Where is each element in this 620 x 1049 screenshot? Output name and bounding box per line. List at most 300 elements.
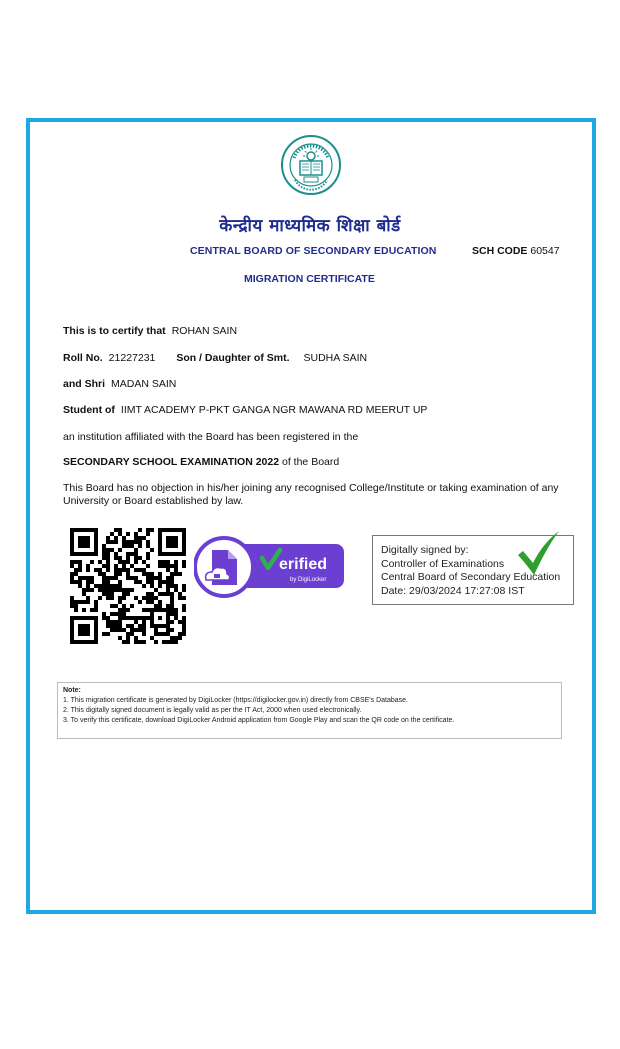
qr-code[interactable]	[70, 528, 186, 644]
qr-module	[70, 552, 74, 556]
qr-module	[110, 620, 114, 624]
qr-module	[158, 572, 162, 576]
qr-module	[114, 620, 118, 624]
qr-module	[142, 560, 146, 564]
qr-module	[182, 628, 186, 632]
qr-module	[170, 596, 174, 600]
qr-module	[142, 568, 146, 572]
roll-label: Roll No.	[63, 352, 103, 364]
qr-module	[174, 544, 178, 548]
qr-module	[94, 536, 98, 540]
qr-module	[78, 564, 82, 568]
qr-module	[166, 608, 170, 612]
qr-module	[70, 540, 74, 544]
qr-module	[142, 572, 146, 576]
qr-module	[154, 596, 158, 600]
qr-module	[70, 604, 74, 608]
qr-module	[70, 628, 74, 632]
notes-box	[57, 682, 562, 739]
qr-module	[170, 640, 174, 644]
qr-module	[174, 608, 178, 612]
qr-module	[94, 632, 98, 636]
qr-module	[78, 576, 82, 580]
qr-module	[74, 528, 78, 532]
qr-module	[70, 528, 74, 532]
roll-number: 21227231	[108, 352, 156, 364]
qr-module	[86, 588, 90, 592]
qr-module	[70, 596, 74, 600]
qr-module	[70, 548, 74, 552]
qr-module	[70, 624, 74, 628]
qr-module	[70, 640, 74, 644]
qr-module	[122, 640, 126, 644]
qr-module	[170, 564, 174, 568]
qr-module	[134, 536, 138, 540]
qr-module	[166, 580, 170, 584]
qr-module	[150, 616, 154, 620]
qr-module	[134, 580, 138, 584]
qr-module	[174, 568, 178, 572]
qr-module	[102, 552, 106, 556]
qr-module	[158, 536, 162, 540]
qr-module	[142, 608, 146, 612]
mother-label: Son / Daughter of Smt.	[176, 352, 290, 364]
qr-module	[142, 628, 146, 632]
father-name: MADAN SAIN	[111, 378, 177, 390]
qr-module	[146, 608, 150, 612]
qr-module	[82, 608, 86, 612]
signature-date: Date: 29/03/2024 17:27:08 IST	[381, 584, 525, 597]
qr-module	[74, 616, 78, 620]
qr-module	[70, 600, 74, 604]
qr-module	[98, 588, 102, 592]
qr-module	[86, 568, 90, 572]
note-item-1: 1. This migration certificate is generated by DigiLocker (https://digilocker.gov.in) directly from CBSE's Database.	[63, 697, 409, 704]
qr-module	[114, 568, 118, 572]
qr-module	[178, 596, 182, 600]
qr-module	[170, 576, 174, 580]
qr-module	[74, 604, 78, 608]
qr-module	[170, 580, 174, 584]
qr-module	[102, 544, 106, 548]
qr-module	[74, 552, 78, 556]
qr-module	[134, 568, 138, 572]
qr-module	[102, 576, 106, 580]
qr-module	[78, 624, 82, 628]
qr-module	[134, 640, 138, 644]
qr-module	[126, 608, 130, 612]
qr-module	[86, 584, 90, 588]
qr-module	[146, 540, 150, 544]
qr-module	[154, 608, 158, 612]
qr-module	[102, 632, 106, 636]
qr-module	[82, 592, 86, 596]
qr-module	[106, 540, 110, 544]
qr-module	[106, 568, 110, 572]
qr-module	[142, 596, 146, 600]
qr-module	[86, 576, 90, 580]
qr-module	[122, 588, 126, 592]
qr-module	[106, 552, 110, 556]
qr-module	[118, 548, 122, 552]
qr-module	[170, 552, 174, 556]
qr-module	[162, 624, 166, 628]
qr-module	[94, 528, 98, 532]
qr-module	[94, 624, 98, 628]
qr-module	[82, 640, 86, 644]
qr-module	[118, 628, 122, 632]
qr-module	[114, 612, 118, 616]
qr-module	[126, 576, 130, 580]
qr-module	[126, 572, 130, 576]
certify-label: This is to certify that	[63, 325, 166, 337]
exam-suffix: of the Board	[282, 456, 340, 468]
qr-module	[154, 632, 158, 636]
certificate-title: MIGRATION CERTIFICATE	[244, 273, 375, 285]
qr-module	[98, 596, 102, 600]
qr-module	[70, 632, 74, 636]
qr-module	[158, 580, 162, 584]
qr-module	[138, 616, 142, 620]
qr-module	[130, 616, 134, 620]
qr-module	[114, 552, 118, 556]
qr-module	[122, 612, 126, 616]
qr-module	[114, 572, 118, 576]
qr-module	[126, 640, 130, 644]
qr-module	[166, 568, 170, 572]
qr-module	[122, 536, 126, 540]
qr-module	[86, 640, 90, 644]
qr-module	[126, 532, 130, 536]
qr-module	[126, 588, 130, 592]
qr-module	[166, 632, 170, 636]
qr-module	[94, 544, 98, 548]
affiliation-text: an institution affiliated with the Board has been registered in the	[63, 431, 359, 443]
qr-module	[158, 540, 162, 544]
qr-module	[174, 640, 178, 644]
qr-module	[158, 548, 162, 552]
qr-module	[166, 624, 170, 628]
qr-module	[106, 580, 110, 584]
qr-module	[90, 588, 94, 592]
qr-module	[174, 572, 178, 576]
qr-module	[182, 588, 186, 592]
qr-module	[162, 640, 166, 644]
qr-module	[82, 600, 86, 604]
qr-module	[170, 592, 174, 596]
qr-module	[150, 572, 154, 576]
qr-module	[166, 564, 170, 568]
cbse-logo-icon	[280, 134, 342, 196]
qr-module	[106, 592, 110, 596]
qr-module	[138, 540, 142, 544]
qr-module	[114, 584, 118, 588]
qr-module	[126, 616, 130, 620]
qr-module	[150, 612, 154, 616]
qr-module	[178, 620, 182, 624]
qr-module	[94, 616, 98, 620]
qr-module	[114, 528, 118, 532]
note-item-2: 2. This digitally signed document is legally valid as per the IT Act, 2000 when used electronically.	[63, 707, 362, 714]
qr-module	[166, 584, 170, 588]
qr-module	[110, 596, 114, 600]
certify-line	[63, 325, 237, 337]
qr-module	[94, 600, 98, 604]
qr-module	[106, 624, 110, 628]
institution-name: IIMT ACADEMY P-PKT GANGA NGR MAWANA RD MEERUT UP	[120, 404, 428, 416]
qr-module	[114, 556, 118, 560]
signature-check-icon	[515, 529, 561, 577]
qr-module	[94, 608, 98, 612]
qr-module	[122, 628, 126, 632]
qr-module	[130, 540, 134, 544]
qr-module	[182, 632, 186, 636]
qr-module	[90, 580, 94, 584]
qr-module	[146, 564, 150, 568]
qr-module	[142, 584, 146, 588]
qr-module	[118, 624, 122, 628]
qr-module	[122, 608, 126, 612]
qr-module	[82, 616, 86, 620]
qr-module	[70, 544, 74, 548]
qr-module	[98, 584, 102, 588]
student-name: ROHAN SAIN	[171, 325, 238, 337]
qr-module	[150, 608, 154, 612]
qr-module	[82, 544, 86, 548]
qr-module	[166, 588, 170, 592]
qr-module	[86, 528, 90, 532]
qr-module	[82, 540, 86, 544]
qr-module	[182, 564, 186, 568]
qr-module	[126, 592, 130, 596]
qr-module	[110, 532, 114, 536]
qr-module	[162, 564, 166, 568]
qr-module	[154, 576, 158, 580]
qr-module	[166, 628, 170, 632]
qr-module	[166, 540, 170, 544]
qr-module	[118, 596, 122, 600]
qr-module	[182, 544, 186, 548]
qr-module	[138, 568, 142, 572]
qr-module	[82, 552, 86, 556]
qr-module	[138, 580, 142, 584]
qr-module	[166, 620, 170, 624]
qr-module	[114, 536, 118, 540]
qr-module	[166, 612, 170, 616]
mother-name: SUDHA SAIN	[303, 352, 368, 364]
qr-module	[126, 624, 130, 628]
qr-module	[166, 552, 170, 556]
qr-module	[158, 584, 162, 588]
qr-module	[170, 636, 174, 640]
qr-module	[106, 584, 110, 588]
qr-module	[182, 608, 186, 612]
qr-module	[78, 544, 82, 548]
qr-module	[170, 600, 174, 604]
qr-module	[118, 588, 122, 592]
qr-module	[106, 536, 110, 540]
qr-module	[86, 596, 90, 600]
qr-module	[142, 640, 146, 644]
qr-module	[82, 536, 86, 540]
qr-module	[98, 560, 102, 564]
qr-module	[102, 592, 106, 596]
qr-module	[110, 628, 114, 632]
qr-module	[174, 584, 178, 588]
qr-module	[106, 556, 110, 560]
qr-module	[146, 528, 150, 532]
qr-module	[94, 620, 98, 624]
roll-line	[63, 352, 367, 364]
qr-module	[94, 604, 98, 608]
qr-module	[162, 608, 166, 612]
qr-module	[178, 636, 182, 640]
qr-module	[170, 604, 174, 608]
qr-module	[154, 640, 158, 644]
qr-module	[86, 536, 90, 540]
qr-module	[182, 624, 186, 628]
qr-module	[162, 632, 166, 636]
qr-module	[90, 616, 94, 620]
qr-module	[118, 620, 122, 624]
qr-module	[178, 572, 182, 576]
qr-module	[174, 588, 178, 592]
qr-module	[130, 604, 134, 608]
qr-module	[78, 584, 82, 588]
qr-module	[70, 616, 74, 620]
school-code	[472, 245, 560, 257]
qr-module	[174, 528, 178, 532]
qr-module	[134, 620, 138, 624]
qr-module	[122, 568, 126, 572]
qr-module	[182, 584, 186, 588]
qr-module	[114, 540, 118, 544]
qr-module	[70, 572, 74, 576]
qr-module	[158, 552, 162, 556]
qr-module	[70, 532, 74, 536]
father-line	[63, 378, 176, 390]
qr-module	[146, 552, 150, 556]
qr-module	[150, 600, 154, 604]
qr-module	[158, 624, 162, 628]
qr-module	[150, 624, 154, 628]
qr-module	[122, 604, 126, 608]
qr-module	[86, 552, 90, 556]
qr-module	[174, 616, 178, 620]
qr-module	[158, 592, 162, 596]
qr-module	[154, 604, 158, 608]
qr-module	[118, 616, 122, 620]
qr-module	[102, 548, 106, 552]
qr-module	[114, 628, 118, 632]
qr-module	[118, 580, 122, 584]
qr-module	[106, 588, 110, 592]
qr-module	[150, 596, 154, 600]
qr-module	[138, 640, 142, 644]
qr-module	[102, 556, 106, 560]
qr-module	[110, 584, 114, 588]
qr-module	[122, 592, 126, 596]
qr-module	[78, 628, 82, 632]
qr-module	[170, 628, 174, 632]
qr-module	[86, 544, 90, 548]
qr-module	[138, 536, 142, 540]
qr-module	[178, 528, 182, 532]
qr-module	[126, 540, 130, 544]
verified-text: erified	[279, 556, 328, 573]
qr-module	[110, 624, 114, 628]
qr-module	[158, 576, 162, 580]
qr-module	[134, 532, 138, 536]
qr-module	[162, 528, 166, 532]
qr-module	[70, 536, 74, 540]
qr-module	[118, 568, 122, 572]
qr-module	[78, 528, 82, 532]
qr-module	[130, 632, 134, 636]
qr-module	[74, 568, 78, 572]
qr-module	[158, 560, 162, 564]
qr-module	[94, 552, 98, 556]
qr-module	[74, 640, 78, 644]
qr-module	[150, 620, 154, 624]
qr-module	[178, 552, 182, 556]
qr-module	[118, 608, 122, 612]
qr-module	[146, 580, 150, 584]
qr-module	[118, 584, 122, 588]
qr-module	[78, 552, 82, 556]
qr-module	[118, 528, 122, 532]
qr-module	[146, 576, 150, 580]
qr-module	[170, 584, 174, 588]
qr-module	[170, 608, 174, 612]
qr-module	[94, 568, 98, 572]
qr-module	[166, 616, 170, 620]
qr-module	[158, 608, 162, 612]
qr-module	[106, 616, 110, 620]
qr-module	[174, 536, 178, 540]
qr-module	[86, 600, 90, 604]
qr-module	[134, 628, 138, 632]
qr-module	[170, 540, 174, 544]
verified-sub-text: by DigiLocker	[290, 577, 327, 583]
qr-module	[134, 540, 138, 544]
qr-module	[102, 572, 106, 576]
qr-module	[134, 636, 138, 640]
qr-module	[86, 540, 90, 544]
qr-module	[158, 604, 162, 608]
qr-module	[110, 604, 114, 608]
qr-module	[94, 628, 98, 632]
qr-module	[74, 600, 78, 604]
exam-line	[63, 456, 339, 468]
qr-module	[122, 616, 126, 620]
institution-line	[63, 404, 427, 416]
qr-module	[158, 532, 162, 536]
qr-module	[134, 556, 138, 560]
qr-module	[182, 532, 186, 536]
qr-module	[126, 636, 130, 640]
qr-module	[74, 608, 78, 612]
qr-module	[150, 592, 154, 596]
qr-module	[102, 580, 106, 584]
qr-module	[178, 592, 182, 596]
qr-module	[130, 576, 134, 580]
qr-module	[158, 616, 162, 620]
qr-module	[146, 556, 150, 560]
qr-module	[126, 544, 130, 548]
qr-module	[102, 612, 106, 616]
qr-module	[90, 552, 94, 556]
